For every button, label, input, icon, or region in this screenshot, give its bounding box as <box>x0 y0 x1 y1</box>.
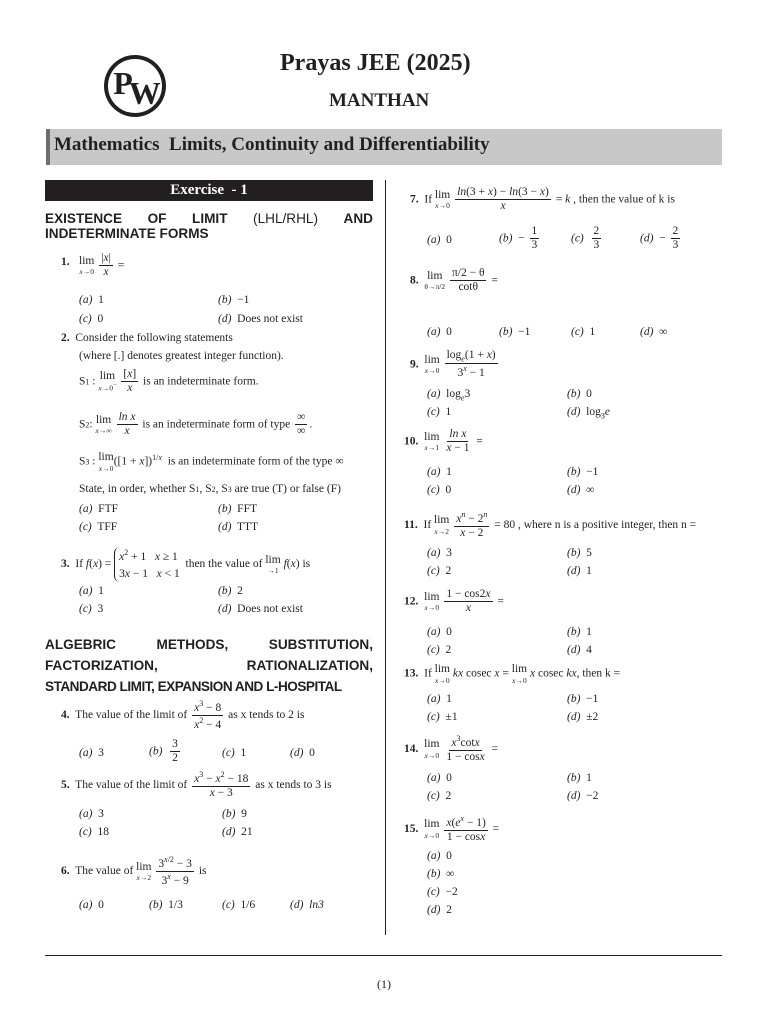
q12-opt-d: (d) 4 <box>567 644 592 656</box>
q7-opt-c: (c) $\frac{2}{3}$ <box>571 225 600 252</box>
q10-opt-d: (d) ∞ <box>567 484 595 496</box>
q13-opt-a: (a) 1 <box>427 693 452 705</box>
q13-opt-d: (d) ±2 <box>567 711 599 723</box>
q8-opt-c: (c) 1 <box>571 326 596 338</box>
question-11: 11. If lim x→2 $\frac{x^n - 2^n}{x - 2}$ = 80 , where n is a positive integer, then n = <box>404 510 697 540</box>
q3-opt-c: (c) 3 <box>79 603 104 615</box>
q9-opt-a: (a) $\log_e3$ <box>427 388 471 403</box>
q4-opt-a: (a) 3 <box>79 747 104 759</box>
question-13: 13. If lim x→0 kx cosec x = lim x→0 x cosec kx, then k = <box>404 663 621 685</box>
q15-opt-b: (b) ∞ <box>427 868 455 880</box>
q2-statement-2: S2: lim x→∞ $\frac{\text{ln x}}{x}$ is an indeterminate form of type $\frac{\infty}{\infty}$ . <box>79 411 313 438</box>
q5-opt-c: (c) 18 <box>79 826 110 838</box>
footer-rule <box>45 955 722 956</box>
q2-instruction: State, in order, whether S1, S2, S3 are true (T) or false (F) <box>79 483 341 495</box>
pw-logo <box>104 55 166 117</box>
question-8: 8. lim θ→π/2 $\frac{\pi/2 - \theta}{\cot\theta}$ = <box>410 267 498 294</box>
q12-opt-a: (a) 0 <box>427 626 452 638</box>
exercise-title: Exercise - 1 <box>170 182 248 198</box>
question-15: 15. lim x→0 $\frac{x(e^x - 1)}{1 - \cos x}$ = <box>404 814 500 844</box>
subject-banner <box>46 129 722 165</box>
page-subtitle: MANTHAN <box>329 90 430 111</box>
q15-opt-c: (c) −2 <box>427 886 458 898</box>
q8-opt-b: (b) −1 <box>499 326 531 338</box>
logo-text: PW <box>113 65 157 111</box>
question-10: 10. lim x→1 $\frac{\text{ln x}}{x - 1}$ = <box>404 428 483 455</box>
q11-opt-a: (a) 3 <box>427 547 452 559</box>
q13-opt-c: (c) ±1 <box>427 711 458 723</box>
q4-opt-d: (d) 0 <box>290 747 315 759</box>
q2-statement-3: S3 : lim x→0 $([1 + x])^{1/x}$ is an indeterminate form of the type ∞ <box>79 451 344 473</box>
section-heading-existence: EXISTENCE OF LIMIT (LHL/RHL) AND INDETERMINATE FORMS <box>45 211 373 241</box>
question-4: 4. The value of the limit of $\frac{x^3 - 8}{x^2 - 4}$ as x tends to 2 is <box>61 699 305 731</box>
q5-opt-b: (b) 9 <box>222 808 247 820</box>
q2-opt-a: (a) FTF <box>79 503 118 515</box>
q6-opt-c: (c) 1/6 <box>222 899 256 911</box>
q4-opt-c: (c) 1 <box>222 747 247 759</box>
q7-opt-d: (d) − $\frac{2}{3}$ <box>640 225 679 252</box>
q12-opt-c: (c) 2 <box>427 644 452 656</box>
question-14: 14. lim x→0 $\frac{x^3\cot x}{1 - \cos x}$ = <box>404 734 499 764</box>
q15-opt-d: (d) 2 <box>427 904 452 916</box>
q2-opt-b: (b) FFT <box>218 503 257 515</box>
question-2: 2. Consider the following statements <box>61 332 233 344</box>
q10-opt-a: (a) 1 <box>427 466 452 478</box>
q1-opt-b: (b) −1 <box>218 294 250 306</box>
question-5: 5. The value of the limit of $\frac{x^3 - x^2 - 18}{x - 3}$ as x tends to 3 is <box>61 770 332 800</box>
q5-opt-a: (a) 3 <box>79 808 104 820</box>
q6-opt-b: (b) 1/3 <box>149 899 183 911</box>
q6-opt-d: (d) ln3 <box>290 899 324 911</box>
q13-opt-b: (b) −1 <box>567 693 599 705</box>
q3-opt-b: (b) 2 <box>218 585 243 597</box>
question-6: 6. The value of lim x→2 $\frac{3^{x/2} - 3}{3^x - 9}$ is <box>61 855 207 887</box>
q9-opt-b: (b) 0 <box>567 388 592 400</box>
page-title: Prayas JEE (2025) <box>280 50 471 76</box>
q5-opt-d: (d) 21 <box>222 826 253 838</box>
q9-opt-d: (d) $\log_3e$ <box>567 406 610 421</box>
q14-opt-c: (c) 2 <box>427 790 452 802</box>
q2-opt-d: (d) TTT <box>218 521 259 533</box>
q9-opt-c: (c) 1 <box>427 406 452 418</box>
q6-opt-a: (a) 0 <box>79 899 104 911</box>
column-divider <box>385 180 386 935</box>
page-number: (1) <box>377 977 391 991</box>
q3-opt-a: (a) 1 <box>79 585 104 597</box>
q14-opt-d: (d) −2 <box>567 790 599 802</box>
banner-text: Mathematics Limits, Continuity and Differentiability <box>54 134 490 155</box>
q2-opt-c: (c) TFF <box>79 521 118 533</box>
q1-opt-a: (a) 1 <box>79 294 104 306</box>
q7-opt-b: (b) − $\frac{1}{3}$ <box>499 225 538 252</box>
q1-opt-d: (d) Does not exist <box>218 313 303 325</box>
q2-statement-1: S1 : lim x→0− $\frac{[x]}{x}$ is an indeterminate form. <box>79 368 259 395</box>
section-heading-algebric: ALGEBRIC METHODS, SUBSTITUTION, FACTORIZATION, RATIONALIZATION, STANDARD LIMIT, EXPANSION AND L-HOSPITAL <box>45 637 373 694</box>
question-9: 9. lim x→0 $\frac{\log_e(1 + x)}{3^x - 1}$ <box>410 349 496 380</box>
exercise-bar <box>45 180 373 201</box>
q14-opt-a: (a) 0 <box>427 772 452 784</box>
q10-opt-b: (b) −1 <box>567 466 599 478</box>
q14-opt-b: (b) 1 <box>567 772 592 784</box>
question-7: 7. If lim x→0 $\frac{\ln(3 + x) - \ln(3 - x)}{x}$ = k , then the value of k is <box>410 186 675 213</box>
q10-opt-c: (c) 0 <box>427 484 452 496</box>
q12-opt-b: (b) 1 <box>567 626 592 638</box>
q11-opt-b: (b) 5 <box>567 547 592 559</box>
q3-opt-d: (d) Does not exist <box>218 603 303 615</box>
q1-opt-c: (c) 0 <box>79 313 104 325</box>
q4-opt-b: (b) $\frac{3}{2}$ <box>149 738 178 765</box>
q11-opt-d: (d) 1 <box>567 565 592 577</box>
q15-opt-a: (a) 0 <box>427 850 452 862</box>
question-3: 3. If f(x) = $x^2 + 1$ x ≥ 1 3x − 1 x < 1 then the value of lim →1 f(x) is <box>61 547 310 582</box>
question-12: 12. lim x→0 $\frac{1 - \cos 2x}{x}$ = <box>404 588 504 615</box>
q2-note: (where [.] denotes greatest integer function). <box>79 350 284 362</box>
q11-opt-c: (c) 2 <box>427 565 452 577</box>
q7-opt-a: (a) 0 <box>427 234 452 246</box>
q8-opt-a: (a) 0 <box>427 326 452 338</box>
q8-opt-d: (d) ∞ <box>640 326 668 338</box>
question-1: 1. lim x→0 $\frac{|x|}{x}$ = <box>61 252 125 279</box>
